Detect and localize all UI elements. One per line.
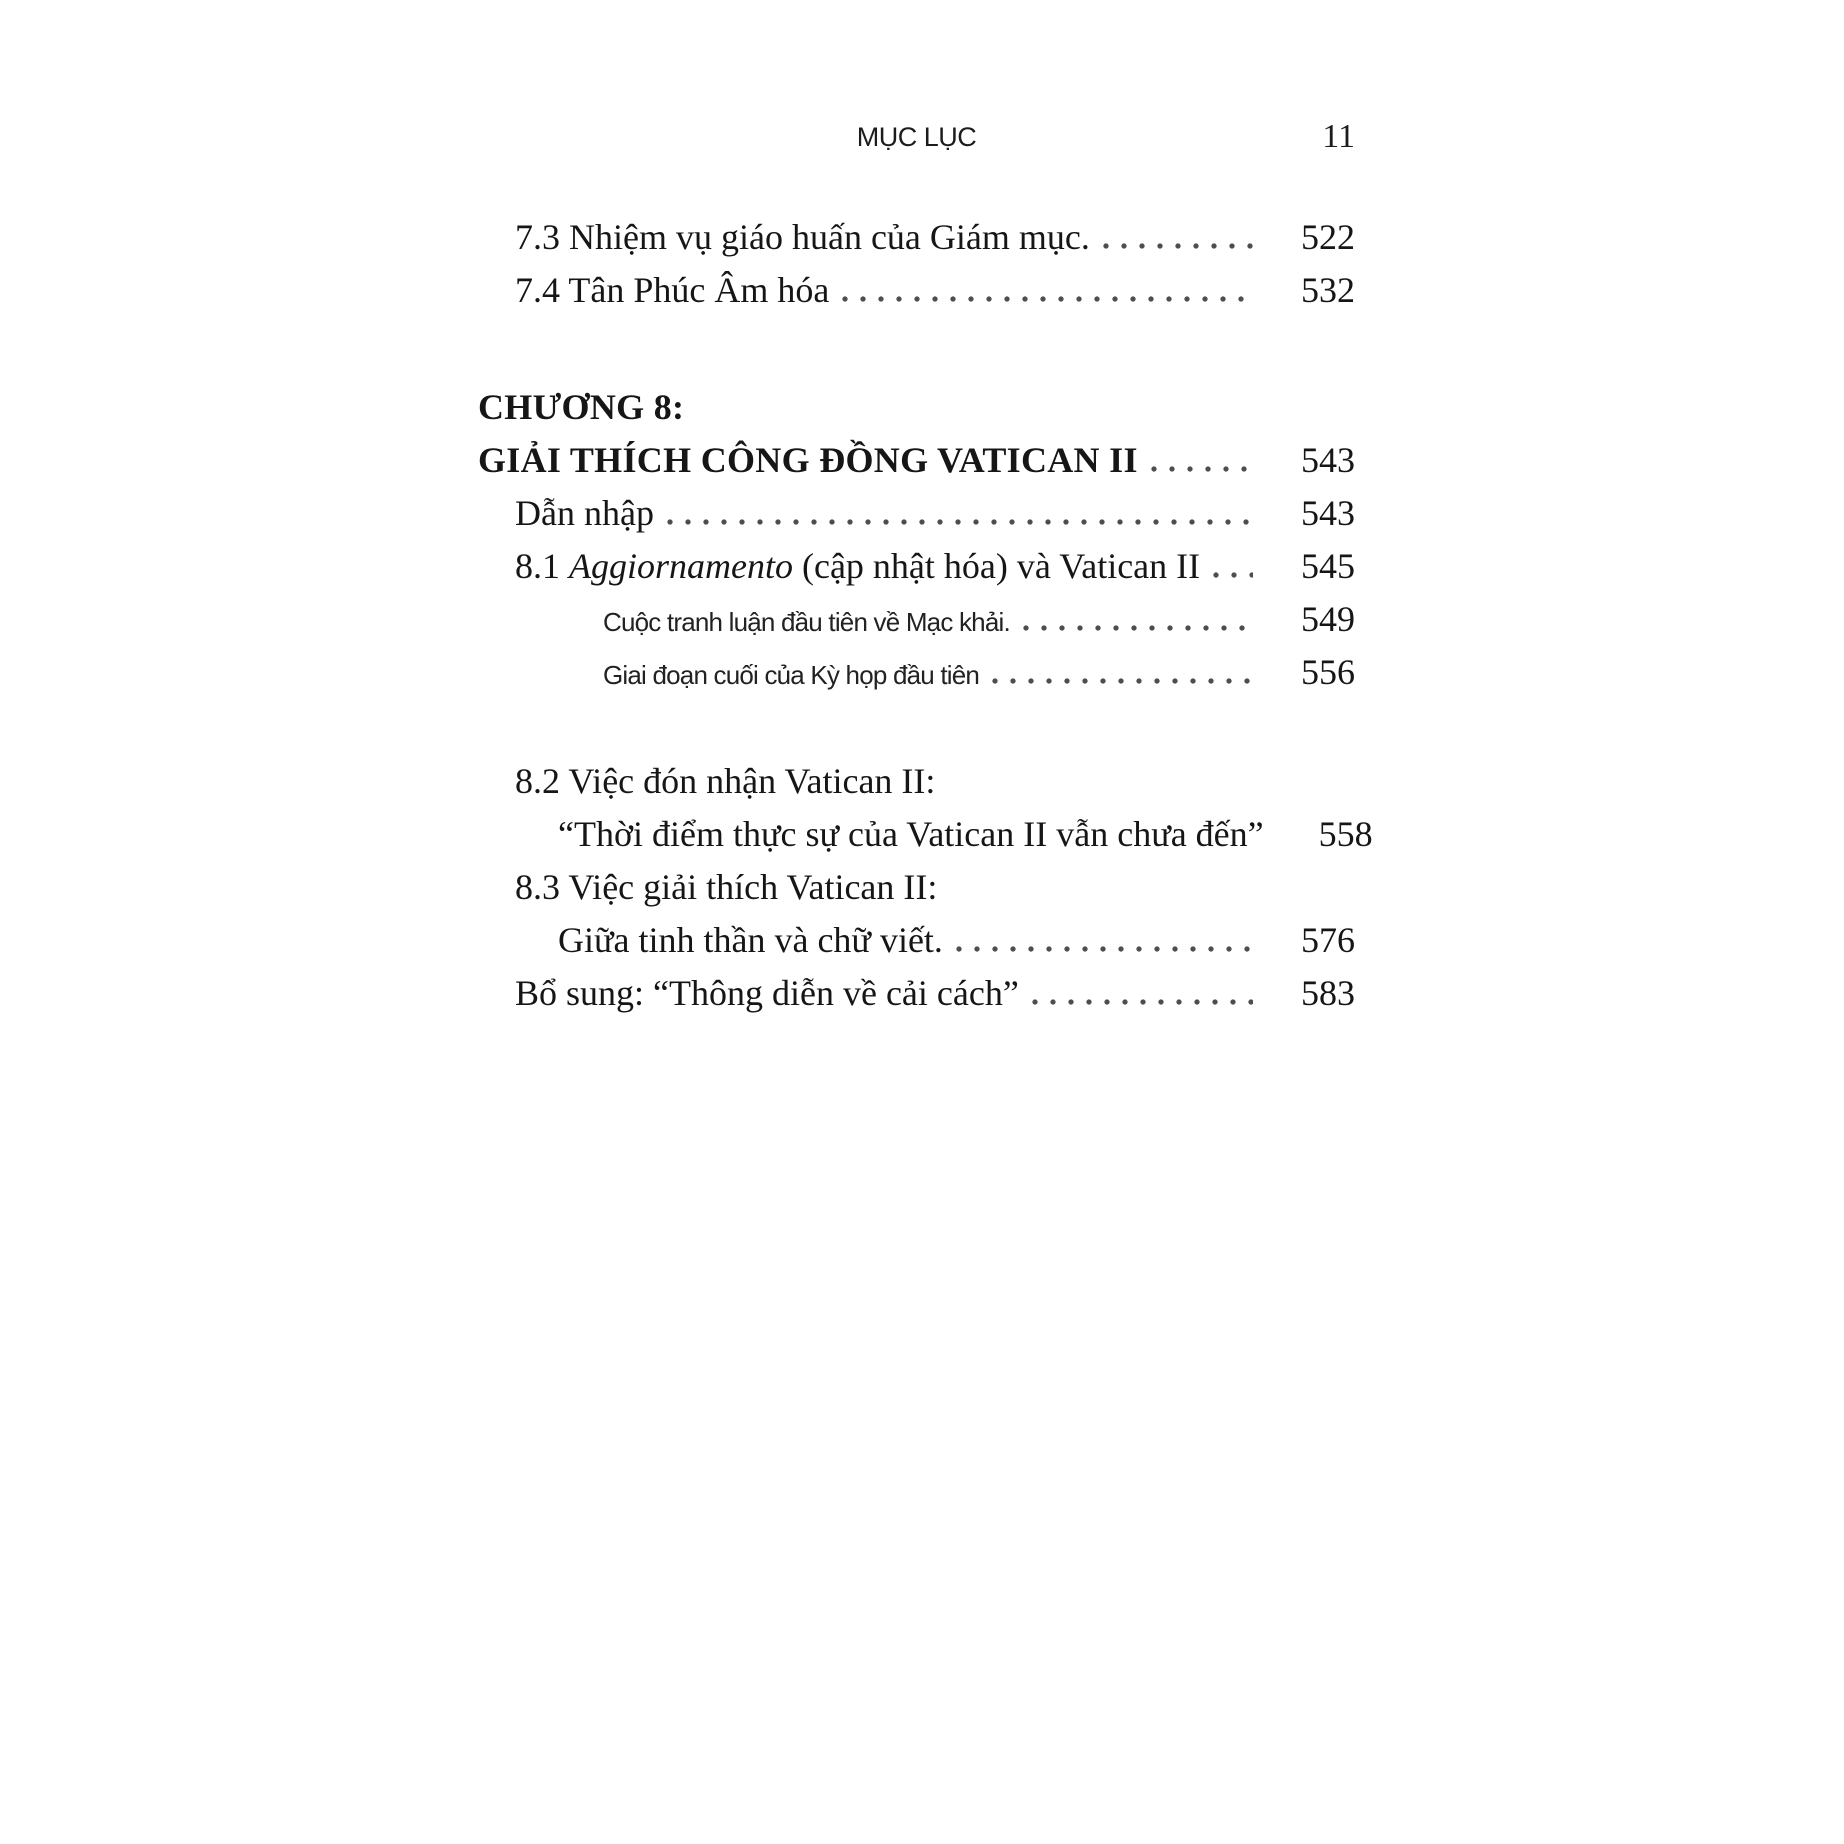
dot-leader <box>986 677 1253 684</box>
toc-entry <box>478 492 1355 545</box>
toc-entry <box>478 269 1355 322</box>
toc-entry <box>478 598 1355 651</box>
toc-entry-title: 8.3 Việc giải thích Vatican II: <box>515 867 938 907</box>
toc-entry-title: GIẢI THÍCH CÔNG ĐỒNG VATICAN II <box>478 440 1138 480</box>
page-number: 11 <box>1322 118 1355 155</box>
toc-entry <box>478 216 1355 269</box>
dot-leader <box>661 518 1253 525</box>
toc-entry <box>478 439 1355 492</box>
table-of-contents <box>478 216 1373 1025</box>
dot-leader <box>1026 998 1253 1005</box>
dot-leader <box>1145 465 1253 472</box>
toc-entry <box>478 651 1355 704</box>
toc-entry <box>478 386 1355 439</box>
dot-leader <box>1207 571 1253 578</box>
toc-entry-title: Bổ sung: “Thông diễn về cải cách” <box>515 973 1019 1013</box>
toc-entry-page: 549 <box>1301 599 1355 639</box>
toc-entry-title: Dẫn nhập <box>515 493 654 533</box>
toc-entry-page: 583 <box>1301 973 1355 1013</box>
toc-entry-page: 558 <box>1318 814 1373 854</box>
toc-entry-title: 7.3 Nhiệm vụ giáo huấn của Giám mục. <box>515 217 1090 257</box>
toc-entry <box>478 972 1355 1025</box>
toc-entry-page: 576 <box>1301 920 1355 960</box>
toc-entry-title: Giữa tinh thần và chữ viết. <box>558 920 943 960</box>
toc-entry <box>478 760 1355 813</box>
toc-entry-page: 556 <box>1301 652 1355 692</box>
toc-entry-page: 532 <box>1301 270 1355 310</box>
dot-leader <box>950 945 1253 952</box>
dot-leader <box>1017 624 1253 631</box>
toc-entry-page: 522 <box>1301 217 1355 257</box>
toc-entry <box>478 545 1355 598</box>
toc-entry <box>478 813 1373 866</box>
page-header: MỤC LỤC <box>856 122 977 152</box>
toc-entry <box>478 866 1355 919</box>
toc-entry-page: 543 <box>1301 493 1355 533</box>
toc-entry-title: 8.2 Việc đón nhận Vatican II: <box>515 761 936 801</box>
toc-entry-page: 545 <box>1301 546 1355 586</box>
toc-entry-title: 8.1 Aggiornamento (cập nhật hóa) và Vatican II <box>515 546 1201 586</box>
toc-entry-title: 7.4 Tân Phúc Âm hóa <box>515 270 830 310</box>
toc-entry <box>478 919 1355 972</box>
toc-entry-title: Giai đoạn cuối của Kỳ họp đầu tiên <box>603 660 980 690</box>
toc-entry-title: Cuộc tranh luận đầu tiên về Mạc khải. <box>603 607 1010 637</box>
toc-entry-title: CHƯƠNG 8: <box>478 387 685 427</box>
dot-leader <box>1097 242 1253 249</box>
toc-entry-title: “Thời điểm thực sự của Vatican II vẫn chưa đến” <box>558 814 1264 854</box>
toc-entry-page: 543 <box>1301 440 1355 480</box>
dot-leader <box>836 295 1253 302</box>
